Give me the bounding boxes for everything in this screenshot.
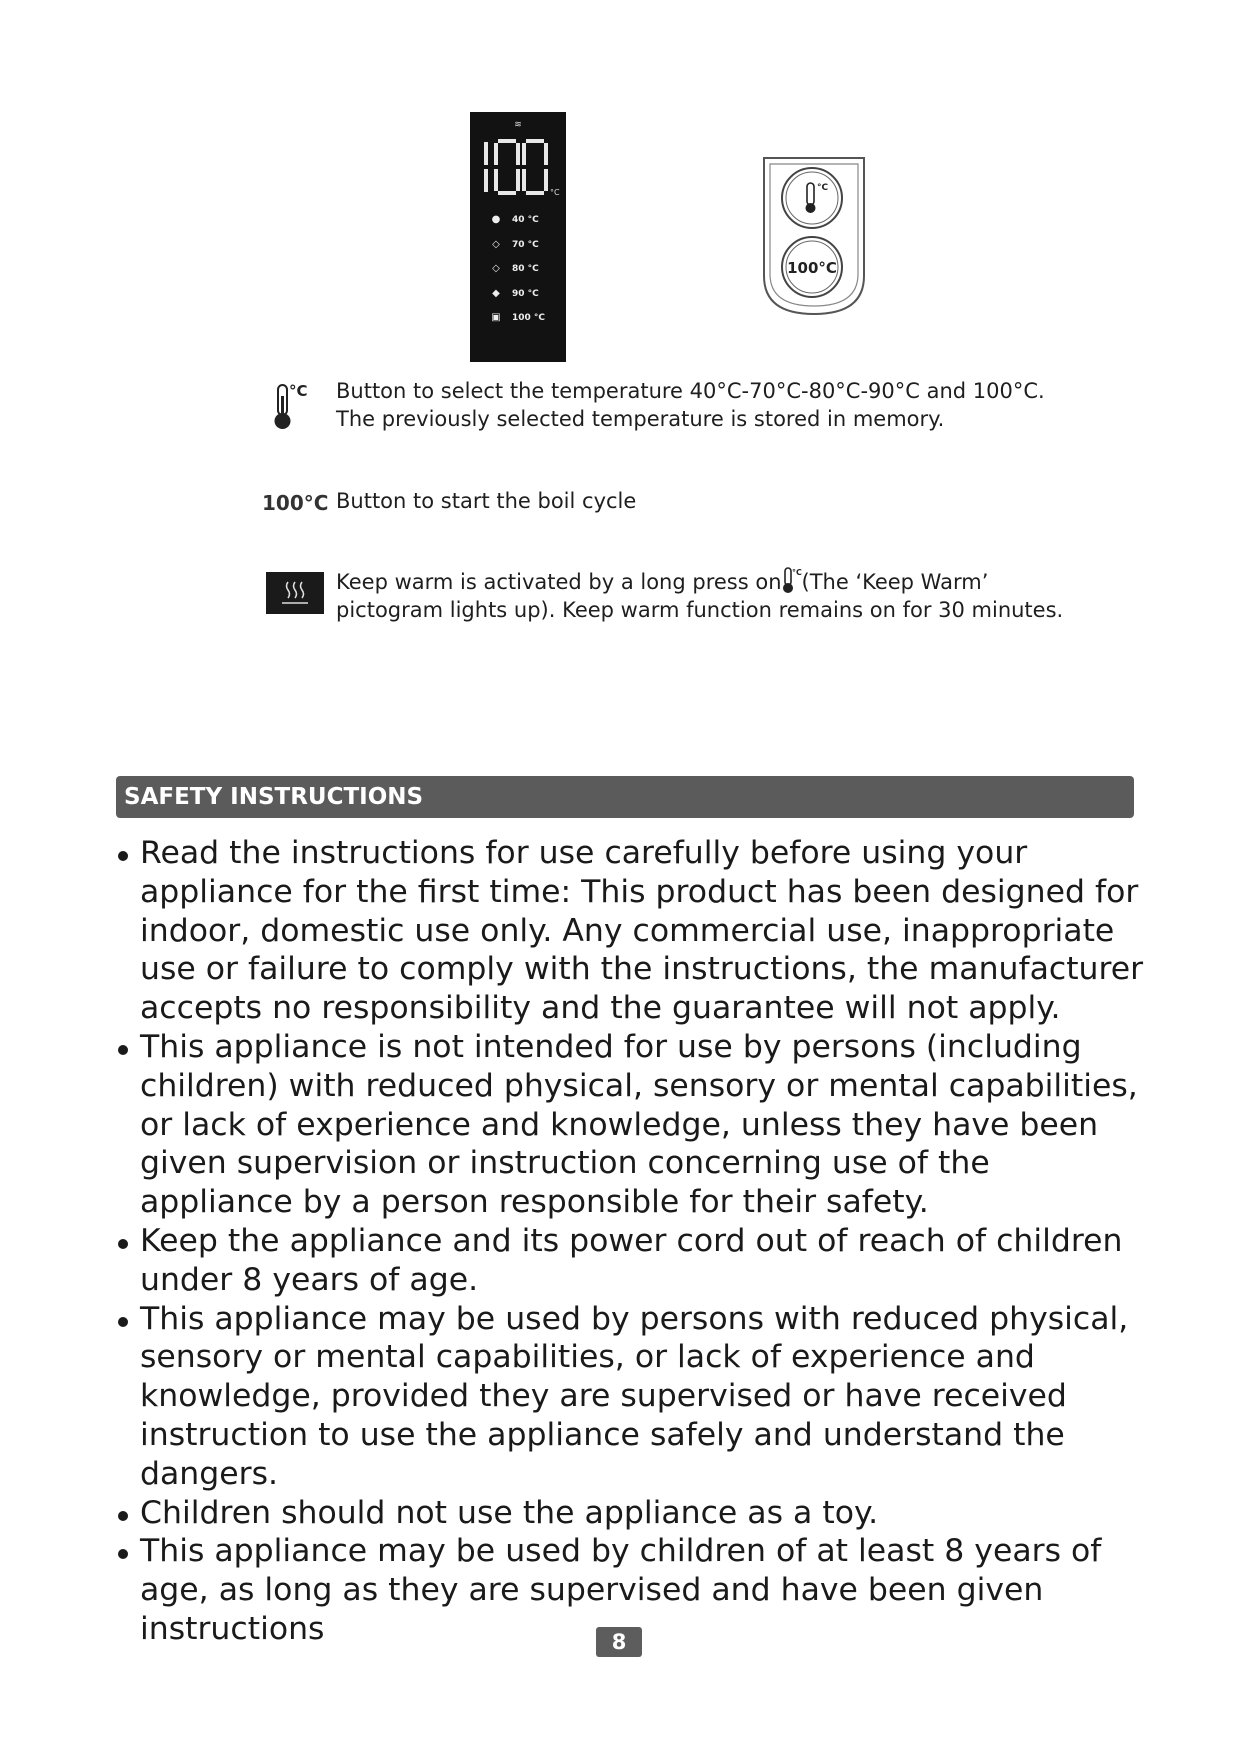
svg-text:°C: °C xyxy=(817,183,829,193)
control-panel-illustration xyxy=(762,156,866,316)
list-item: Read the instructions for use carefully before using your appliance for the first time: This product has been designed for indoor, domestic use only. Any commercial use, inappropriate use or failure to comply with the instructions, the manufacturer accepts no responsibility and the guarantee will not apply. xyxy=(116,834,1146,1028)
boil-button-description: Button to start the boil cycle xyxy=(336,489,637,513)
section-header-safety: SAFETY INSTRUCTIONS xyxy=(116,776,1134,818)
keep-warm-icon xyxy=(266,572,324,614)
thermometer-icon xyxy=(782,566,802,594)
drop-icon: ● xyxy=(491,214,501,225)
preset-row: ▣ 100 °C xyxy=(488,312,545,330)
lcd-display xyxy=(470,112,566,362)
list-item: Children should not use the appliance as a toy. xyxy=(116,1494,1146,1533)
svg-text:°C: °C xyxy=(791,568,802,577)
page-number: 8 xyxy=(596,1627,642,1657)
thermometer-icon xyxy=(272,382,316,432)
preset-row: ◇ 70 °C xyxy=(488,239,539,257)
safety-instructions-list xyxy=(116,834,1146,1649)
boil-button-label: 100°C xyxy=(787,259,837,277)
list-item: Keep the appliance and its power cord out of reach of children under 8 years of age. xyxy=(116,1222,1146,1300)
leaf-outline-icon: ◇ xyxy=(492,263,500,274)
keep-warm-description: Keep warm is activated by a long press on °C (The ‘Keep Warm’ pictogram lights up). Keep warm function remains on for 30 minutes. xyxy=(336,568,1064,622)
lcd-reading-digits xyxy=(480,138,550,196)
preset-row: ● 40 °C xyxy=(488,214,539,232)
leaf-filled-icon: ◆ xyxy=(492,288,500,299)
preset-row: ◆ 90 °C xyxy=(488,288,539,306)
temperature-button-description: Button to select the temperature 40°C-70°C-80°C-90°C and 100°C. The previously selected temperature is stored in memory. xyxy=(336,379,1045,431)
coffee-pot-icon: ▣ xyxy=(491,312,501,323)
list-item: This appliance may be used by persons with reduced physical, sensory or mental capabilities, or lack of experience and knowledge, provided they are supervised or have received instruction to use the appliance safely and understand the dangers. xyxy=(116,1300,1146,1494)
boil-button-label: 100°C xyxy=(262,491,329,515)
preset-row: ◇ 80 °C xyxy=(488,263,539,281)
list-item: This appliance is not intended for use by persons (including children) with reduced physical, sensory or mental capabilities, or lack of experience and knowledge, unless they have been given supervision or instruction concerning use of the appliance by a person responsible for their safety. xyxy=(116,1028,1146,1222)
lcd-unit: °C xyxy=(550,188,560,197)
list-item: This appliance may be used by children of at least 8 years of age, as long as they are supervised and have been given instructions xyxy=(116,1532,1146,1648)
leaf-outline-icon: ◇ xyxy=(492,239,500,250)
svg-text:°C: °C xyxy=(289,382,308,400)
keep-warm-indicator-icon: ≋ xyxy=(514,120,522,130)
